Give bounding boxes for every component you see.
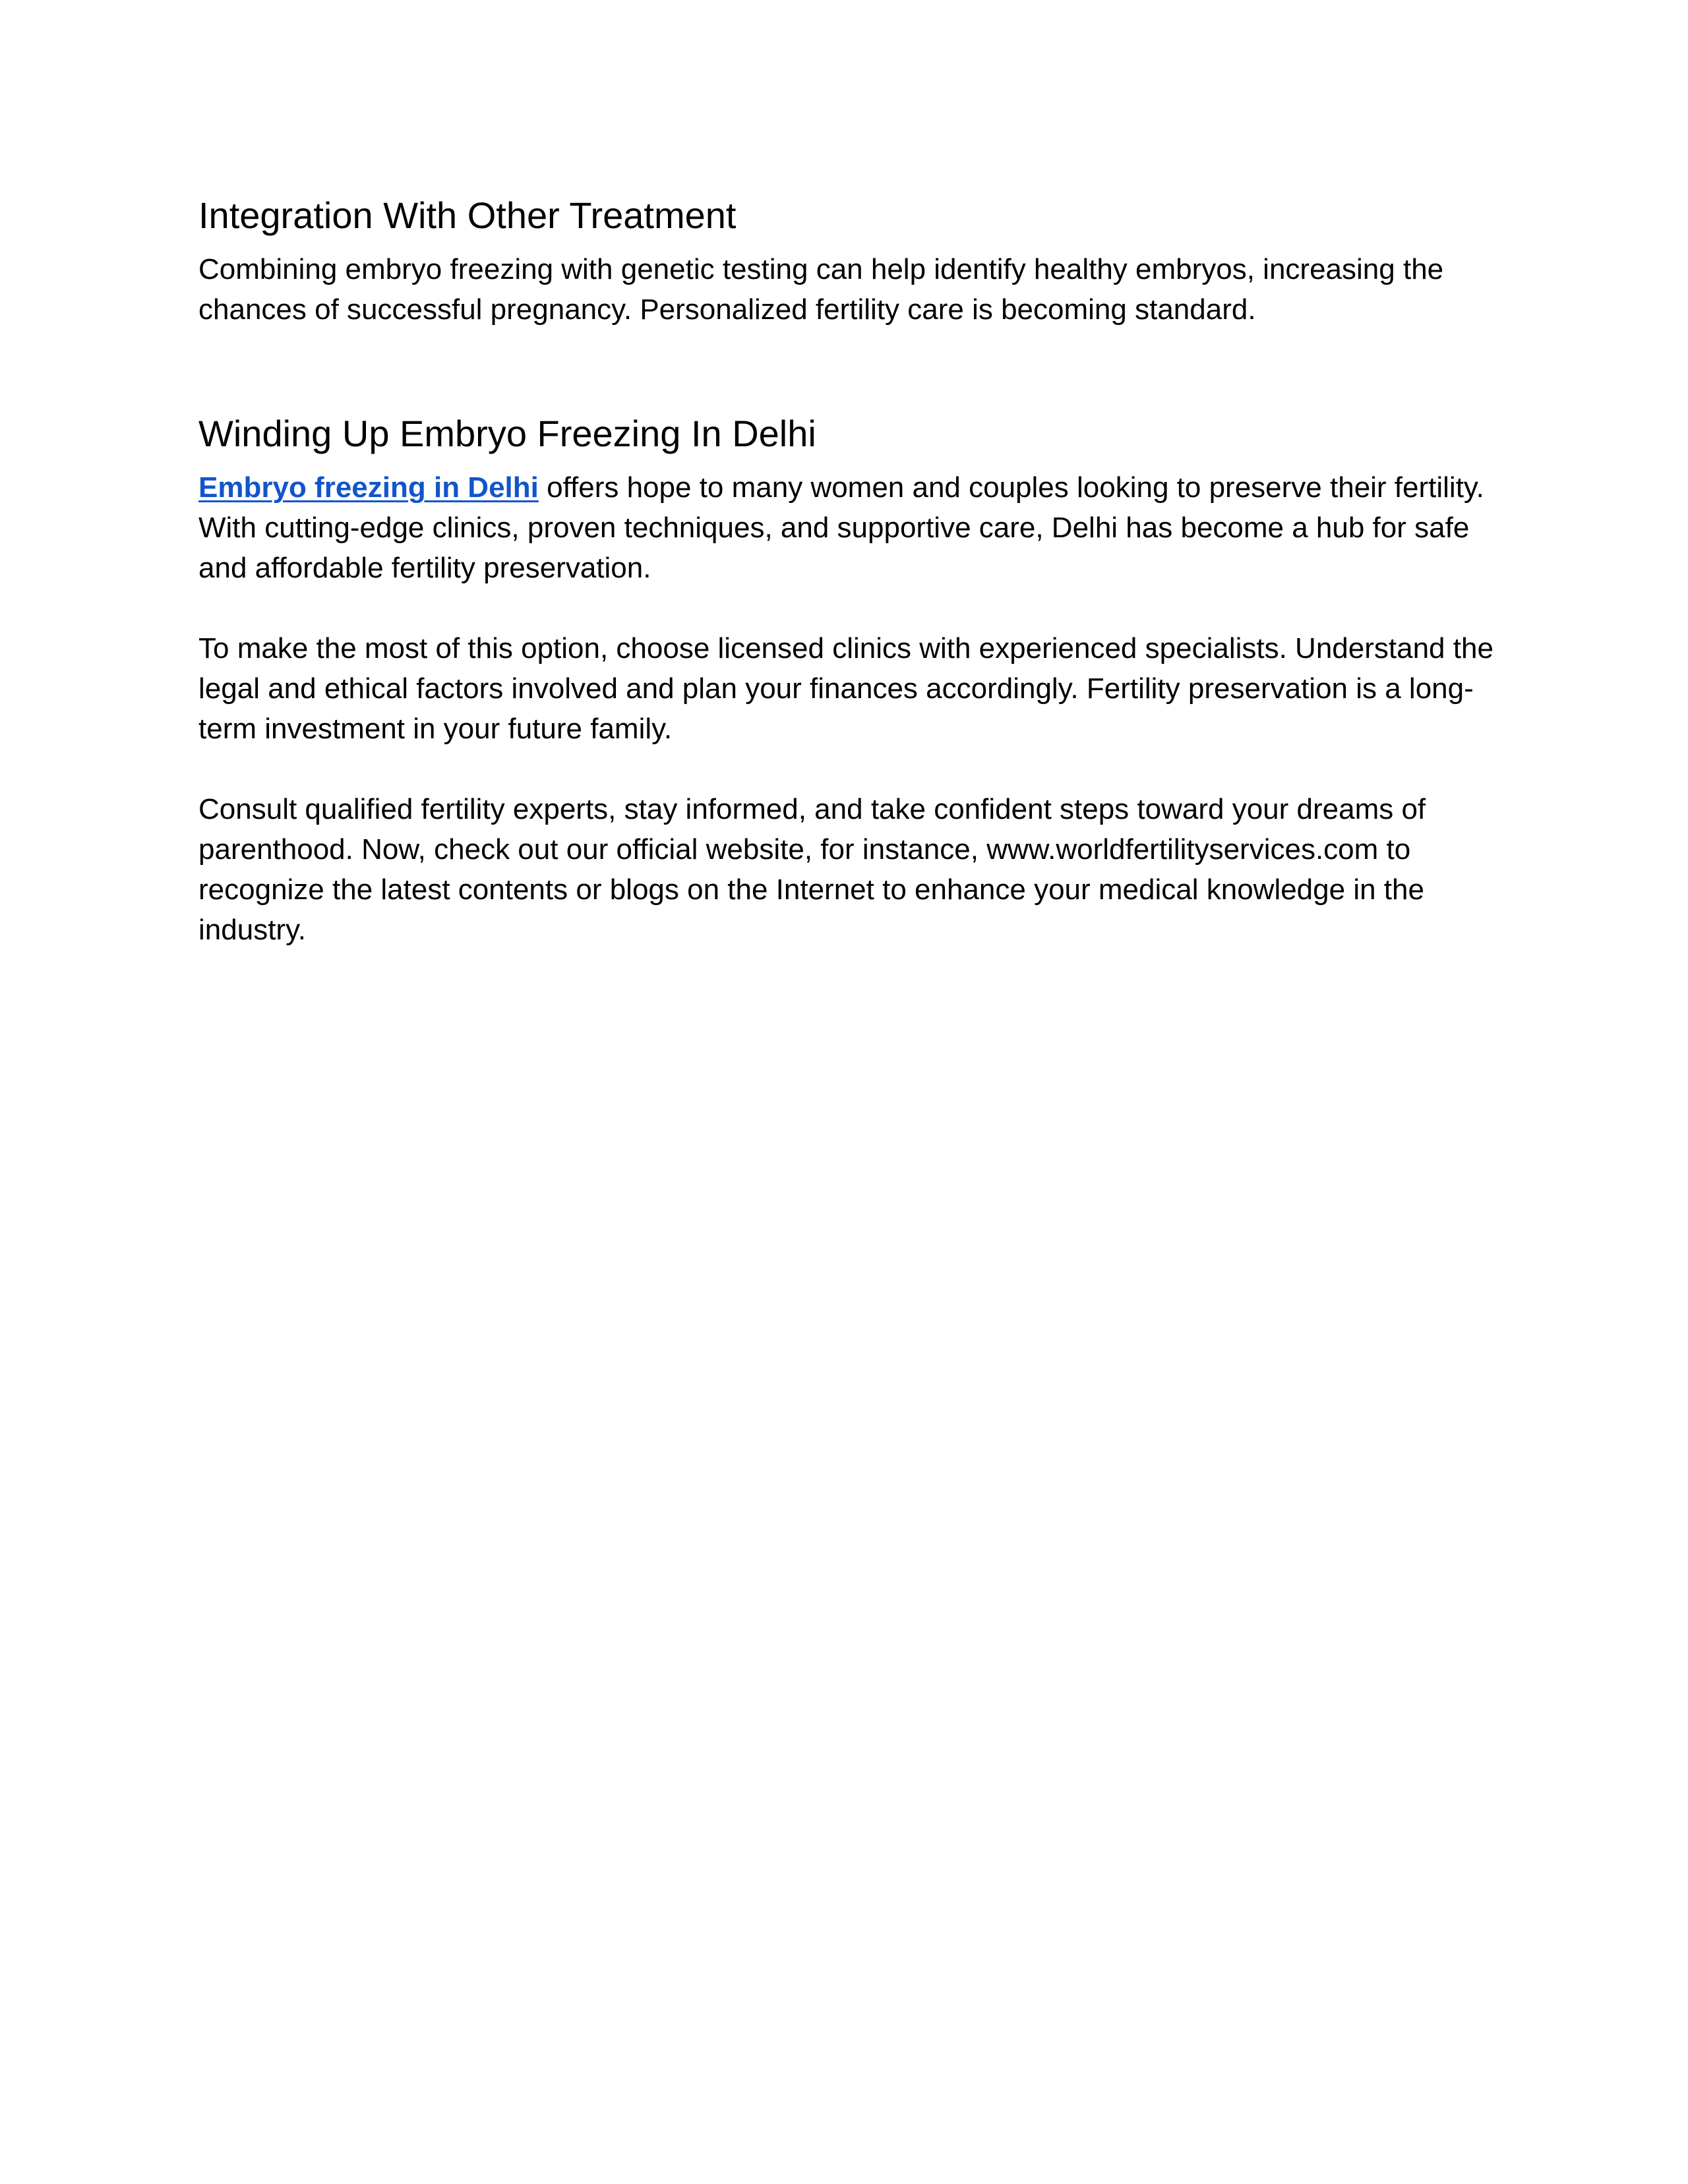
paragraph-text: offers hope to many women and couples looking to preserve their fertility. With cutting-edge clinics, proven techniques, and supportive care, Delhi has become a hub for safe and affordable fertility preservation.	[198, 471, 1484, 585]
section-paragraph: Combining embryo freezing with genetic testing can help identify healthy embryos, increasing the chances of successful pregnancy. Personalized fertility care is becoming standard.	[198, 253, 1444, 326]
section-heading: Winding Up Embryo Freezing In Delhi	[198, 413, 816, 455]
embryo-freezing-delhi-link[interactable]: Embryo freezing in Delhi	[198, 471, 539, 504]
document-body	[198, 193, 1504, 950]
section-paragraph: Consult qualified fertility experts, stay informed, and take confident steps toward your dreams of parenthood. Now, check out our official website, for instance, www.worldfertilityservices.com to recognize the latest contents or blogs on the Internet to enhance your medical knowledge in the industry.	[198, 793, 1426, 947]
section-paragraph	[198, 467, 1504, 588]
section-integration	[198, 193, 1504, 330]
section-heading: Integration With Other Treatment	[198, 194, 737, 236]
section-paragraph: To make the most of this option, choose licensed clinics with experienced specialists. Understand the legal and ethical factors involved and plan your finances accordingly. Fertility preservation is a long-term investment in your future family.	[198, 632, 1493, 746]
section-winding-up	[198, 411, 1504, 950]
